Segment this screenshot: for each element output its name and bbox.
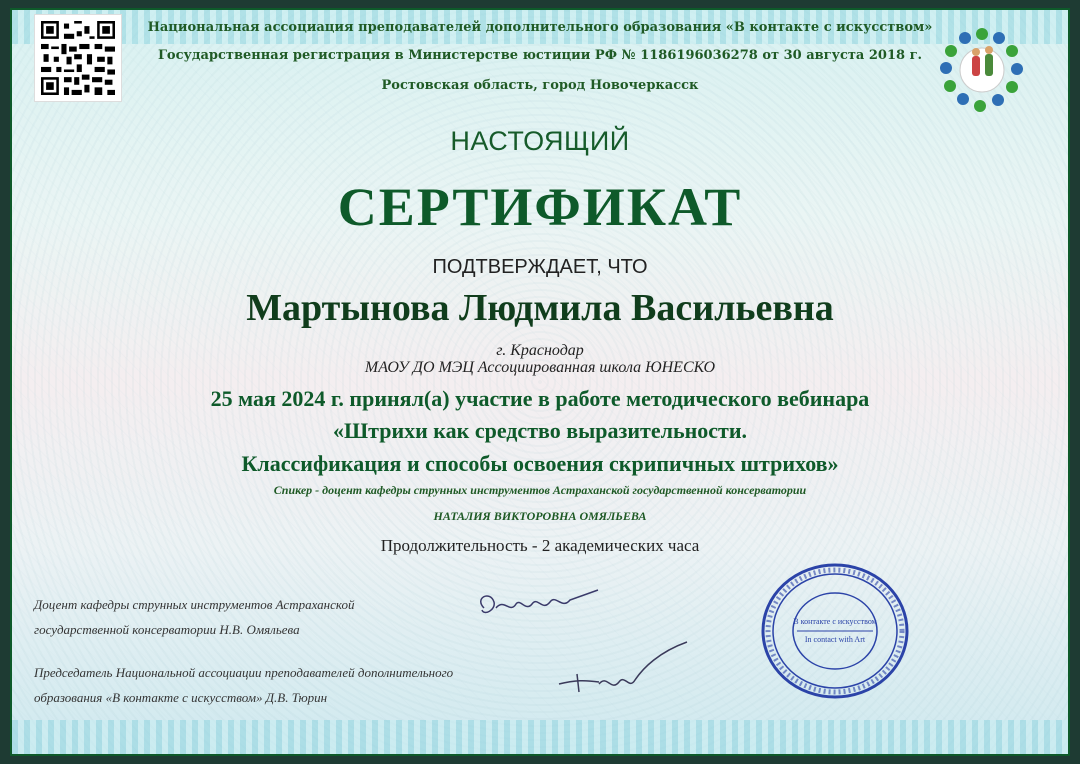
header-registration: Государственная регистрация в Министерстве юстиции РФ № 1186196036278 от 30 августа 2018 г. xyxy=(157,48,923,63)
header-association-name: Национальная ассоциация преподавателей дополнительного образования «В контакте с искусством» xyxy=(147,20,933,35)
qr-code-graphic xyxy=(41,21,115,95)
signature-tyurin xyxy=(555,640,695,700)
duration-text: Продолжительность - 2 академических часа xyxy=(380,536,700,555)
webinar-topic-line1: «Штрихи как средство выразительности. xyxy=(332,418,748,443)
recipient-name: Мартынова Людмила Васильевна xyxy=(246,287,834,329)
signer1-title-line2: государственной консерватории Н.В. Омяльева xyxy=(34,622,300,637)
official-stamp xyxy=(760,562,910,700)
confirms-text: ПОДТВЕРЖДАЕТ, ЧТО xyxy=(432,256,648,278)
stamp-center-en: In contact with Art xyxy=(804,635,866,644)
association-logo-icon xyxy=(932,24,1032,116)
qr-code-icon xyxy=(34,14,122,102)
webinar-topic-line2: Классификация и способы освоения скрипичных штрихов» xyxy=(241,451,839,476)
certificate-title: СЕРТИФИКАТ xyxy=(337,177,743,237)
header-location: Ростовская область, город Новочеркасск xyxy=(381,78,699,93)
stamp-center-ru: В контакте с искусством xyxy=(793,617,877,626)
signer2-title-line2: образования «В контакте с искусством» Д.В. Тюрин xyxy=(34,690,328,705)
signature-omyalyeva xyxy=(470,584,610,628)
speaker-name: НАТАЛИЯ ВИКТОРОВНА ОМЯЛЬЕВА xyxy=(433,509,647,523)
event-description: 25 мая 2024 г. принял(а) участие в работе методического вебинара xyxy=(210,386,870,411)
bottom-border-pattern xyxy=(12,720,1068,754)
certificate-frame xyxy=(10,8,1070,756)
pre-title: НАСТОЯЩИЙ xyxy=(450,126,630,156)
recipient-city: г. Краснодар xyxy=(496,342,584,359)
signer1-title-line1: Доцент кафедры струнных инструментов Астраханской xyxy=(34,597,355,612)
recipient-organization: МАОУ ДО МЭЦ Ассоциированная школа ЮНЕСКО xyxy=(364,359,716,376)
speaker-description: Спикер - доцент кафедры струнных инструментов Астраханской государственной консерватории xyxy=(273,483,807,497)
signer2-title-line1: Председатель Национальной ассоциации преподавателей дополнительного xyxy=(34,665,454,680)
